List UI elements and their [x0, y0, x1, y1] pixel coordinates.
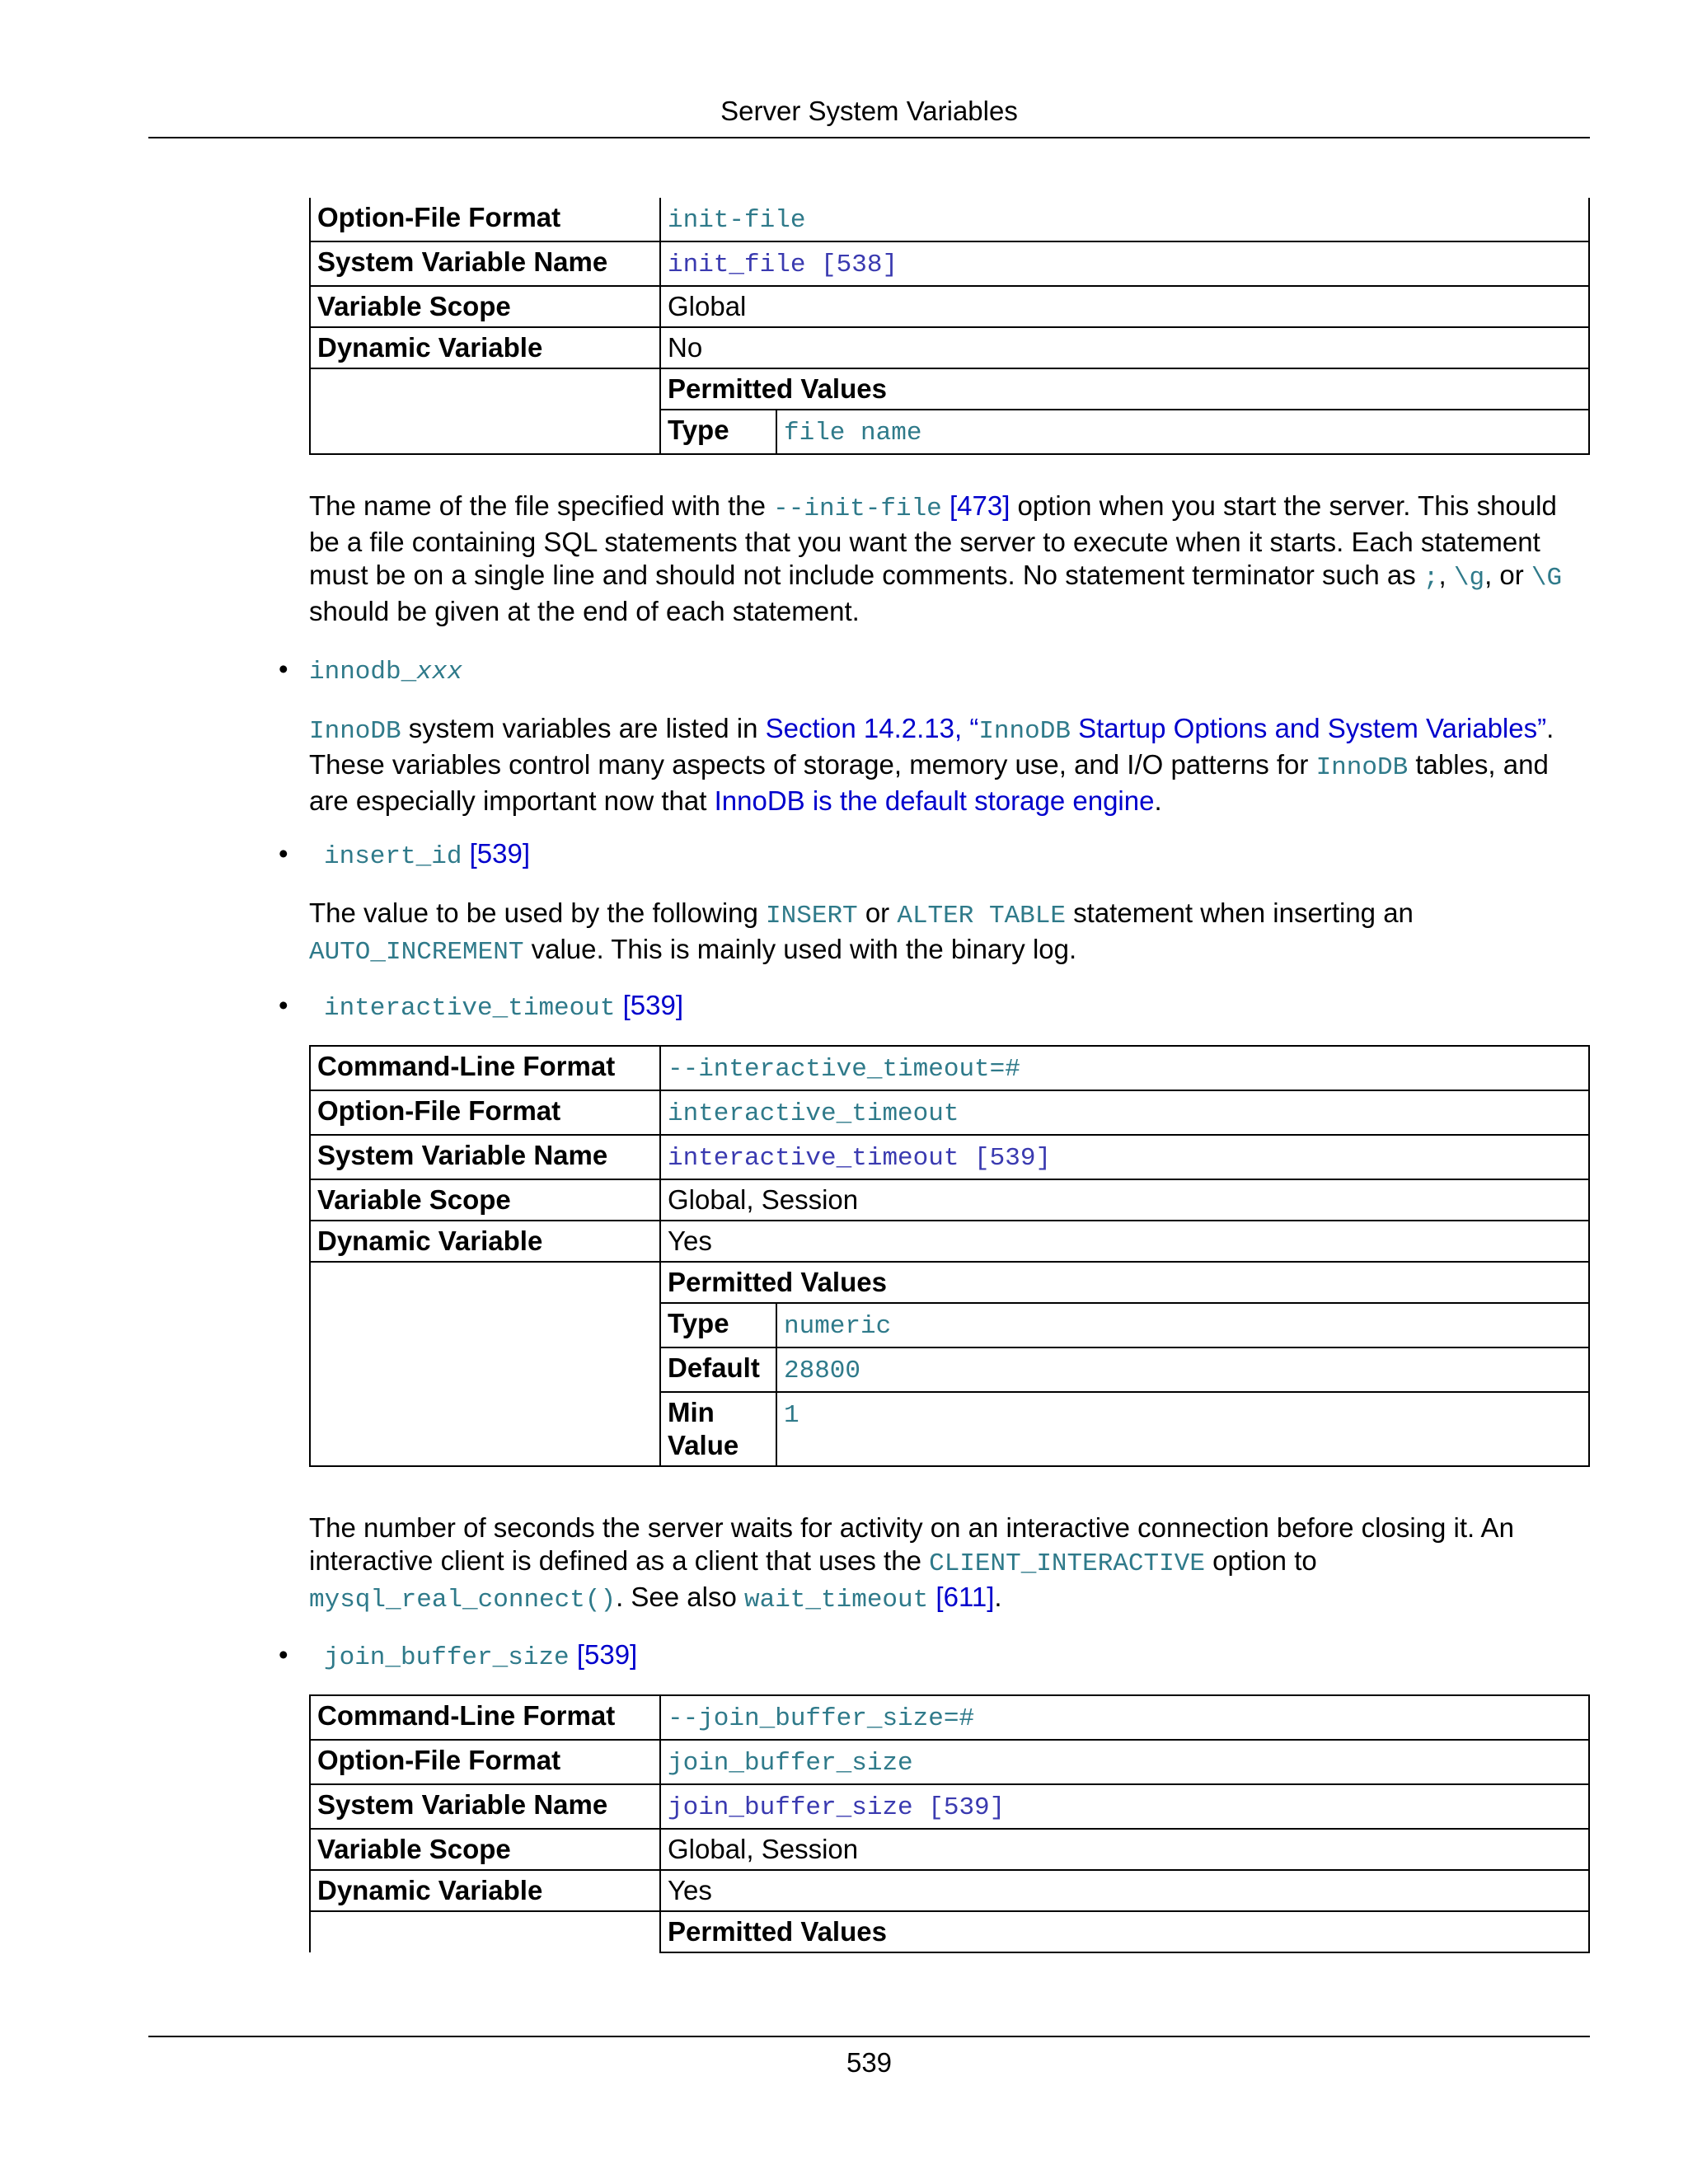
permitted-values-table: [661, 1304, 1588, 1465]
table-row: [310, 1911, 1589, 1952]
table-row: [310, 1784, 1589, 1829]
text: The number of seconds the server waits for activity on an interactive connection before closing it. An interactive client is defined as a client that uses the: [309, 1512, 1514, 1576]
row-value: No: [660, 327, 1589, 368]
text: . See also: [616, 1582, 744, 1612]
empty-cell: [310, 1262, 660, 1466]
table-row: [310, 1179, 1589, 1221]
variable-link[interactable]: join_buffer_size [539]: [668, 1793, 1006, 1822]
table-row: [310, 1829, 1589, 1870]
code-italic: xxx: [416, 658, 463, 687]
code-link[interactable]: wait_timeout: [744, 1586, 929, 1615]
code: InnoDB: [309, 717, 401, 746]
default-engine-link[interactable]: InnoDB is the default storage engine: [714, 785, 1155, 816]
page-ref-link[interactable]: [539]: [622, 990, 684, 1020]
innodb-bullet-title: [309, 653, 462, 689]
text: The value to be used by the following: [309, 898, 767, 928]
row-label: Variable Scope: [310, 1829, 660, 1870]
permitted-label: Type: [661, 410, 776, 453]
row-value: --join_buffer_size=#: [668, 1704, 975, 1733]
text: ,: [1438, 560, 1454, 590]
code: ALTER TABLE: [897, 902, 1066, 930]
table-row: [310, 198, 1589, 241]
code: CLIENT_INTERACTIVE: [929, 1549, 1205, 1578]
init-file-description: [309, 490, 1590, 628]
join-buffer-size-table: [309, 1694, 1590, 1953]
table-row: [310, 368, 1589, 410]
text: statement when inserting an: [1065, 898, 1414, 928]
bullet-icon: •: [279, 1639, 288, 1670]
table-row: [310, 241, 1589, 286]
code: innodb_: [309, 658, 417, 687]
header-rule: [148, 137, 1590, 138]
insert-id-bullet-title: [324, 837, 530, 874]
variable-link[interactable]: interactive_timeout [539]: [668, 1144, 1052, 1173]
code: ;: [1423, 564, 1439, 593]
table-row: [310, 1740, 1589, 1784]
code: \g: [1453, 564, 1485, 593]
row-label: Dynamic Variable: [310, 327, 660, 368]
empty-cell: [310, 368, 660, 454]
table-row: [310, 1870, 1589, 1911]
page-number: 539: [846, 2047, 893, 2078]
row-label: Command-Line Format: [310, 1046, 660, 1090]
text: should be given at the end of each statement.: [309, 596, 860, 626]
code: \G: [1531, 564, 1563, 593]
permitted-label: Default: [661, 1347, 776, 1392]
interactive-timeout-table-wrapper: [309, 1045, 1590, 1467]
table-row: [310, 1695, 1589, 1740]
text: .: [1154, 785, 1162, 816]
permitted-value: 28800: [784, 1357, 861, 1385]
page-ref-link[interactable]: [611]: [928, 1582, 995, 1612]
text: option to: [1204, 1545, 1317, 1576]
variable-link[interactable]: init_file [538]: [668, 251, 898, 279]
join-buffer-size-bullet-title: [324, 1638, 637, 1675]
row-label: Variable Scope: [310, 286, 660, 327]
text: or: [857, 898, 898, 928]
table-row: [310, 1221, 1589, 1262]
table-row: [310, 1090, 1589, 1135]
text: . These variables control many aspects of storage, memory use, and I/O patterns for: [309, 713, 1554, 780]
permitted-value: file name: [784, 419, 922, 448]
text: .: [994, 1582, 1002, 1612]
permitted-label: Min Value: [661, 1392, 776, 1465]
code: insert_id: [324, 842, 462, 871]
innodb-description: [309, 712, 1590, 818]
permitted-values-heading: Permitted Values: [660, 368, 1589, 410]
footer-rule: [148, 2036, 1590, 2037]
text: system variables are listed in: [401, 713, 766, 743]
code-link[interactable]: mysql_real_connect(): [309, 1586, 617, 1615]
insert-id-description: [309, 897, 1590, 969]
row-value: --interactive_timeout=#: [668, 1055, 1020, 1084]
interactive-timeout-description: [309, 1511, 1590, 1617]
row-label: System Variable Name: [310, 241, 660, 286]
row-value: Global, Session: [660, 1179, 1589, 1221]
code: AUTO_INCREMENT: [309, 938, 524, 967]
row-label: System Variable Name: [310, 1784, 660, 1829]
row-label: Option-File Format: [310, 198, 660, 241]
table-row: [310, 1262, 1589, 1303]
text: value. This is mainly used with the binary log.: [523, 934, 1077, 964]
row-label: Variable Scope: [310, 1179, 660, 1221]
table-row: [310, 327, 1589, 368]
table-row: [661, 1392, 1588, 1465]
code: InnoDB: [1315, 753, 1409, 782]
page-ref-link[interactable]: [539]: [576, 1639, 638, 1670]
table-row: [310, 1135, 1589, 1179]
code: join_buffer_size: [324, 1643, 570, 1672]
init-file-table-wrapper: [309, 198, 1590, 455]
row-value: init-file: [668, 206, 806, 235]
row-label: Dynamic Variable: [310, 1870, 660, 1911]
row-value: join_buffer_size: [668, 1749, 913, 1778]
table-row: [661, 1347, 1588, 1392]
code: INSERT: [766, 902, 858, 930]
code: interactive_timeout: [324, 994, 616, 1023]
bullet-icon: •: [279, 990, 288, 1020]
row-label: Option-File Format: [310, 1740, 660, 1784]
bullet-icon: •: [279, 654, 288, 684]
row-value: Yes: [660, 1870, 1589, 1911]
table-row: [661, 410, 1588, 453]
row-value: interactive_timeout: [668, 1099, 959, 1128]
row-label: System Variable Name: [310, 1135, 660, 1179]
interactive-timeout-bullet-title: [324, 989, 683, 1025]
code-link[interactable]: --init-file: [773, 494, 942, 523]
text: The name of the file specified with the: [309, 490, 774, 521]
row-value: Global: [660, 286, 1589, 327]
permitted-label: Type: [661, 1304, 776, 1347]
row-value: Yes: [660, 1221, 1589, 1262]
row-label: Command-Line Format: [310, 1695, 660, 1740]
bullet-icon: •: [279, 838, 288, 869]
permitted-value: 1: [784, 1401, 799, 1430]
permitted-values-heading: Permitted Values: [660, 1911, 1589, 1952]
page-ref-link[interactable]: [473]: [941, 490, 1010, 521]
row-label: Dynamic Variable: [310, 1221, 660, 1262]
text: option when you start the server. This should be a file containing SQL statements that you want the server to execute when it starts. Each statement must be on a single line and should not include comments. No statement terminator such as: [309, 490, 1557, 590]
permitted-values-heading: Permitted Values: [660, 1262, 1589, 1303]
join-buffer-size-table-wrapper: [309, 1694, 1590, 1953]
permitted-values-table: [661, 410, 1588, 453]
table-row: [310, 1046, 1589, 1090]
page-header-title: Server System Variables: [720, 96, 1018, 126]
table-row: [310, 286, 1589, 327]
text: tables, and are especially important now that: [309, 749, 1549, 816]
text: , or: [1484, 560, 1531, 590]
section-link[interactable]: Section 14.2.13, “InnoDB Startup Options and System Variables”: [765, 713, 1547, 746]
empty-cell: [310, 1911, 660, 1952]
row-value: Global, Session: [660, 1829, 1589, 1870]
permitted-value: numeric: [784, 1312, 892, 1341]
init-file-table: [309, 198, 1590, 455]
page-ref-link[interactable]: [539]: [469, 838, 531, 869]
table-row: [661, 1304, 1588, 1347]
interactive-timeout-table: [309, 1045, 1590, 1467]
row-label: Option-File Format: [310, 1090, 660, 1135]
